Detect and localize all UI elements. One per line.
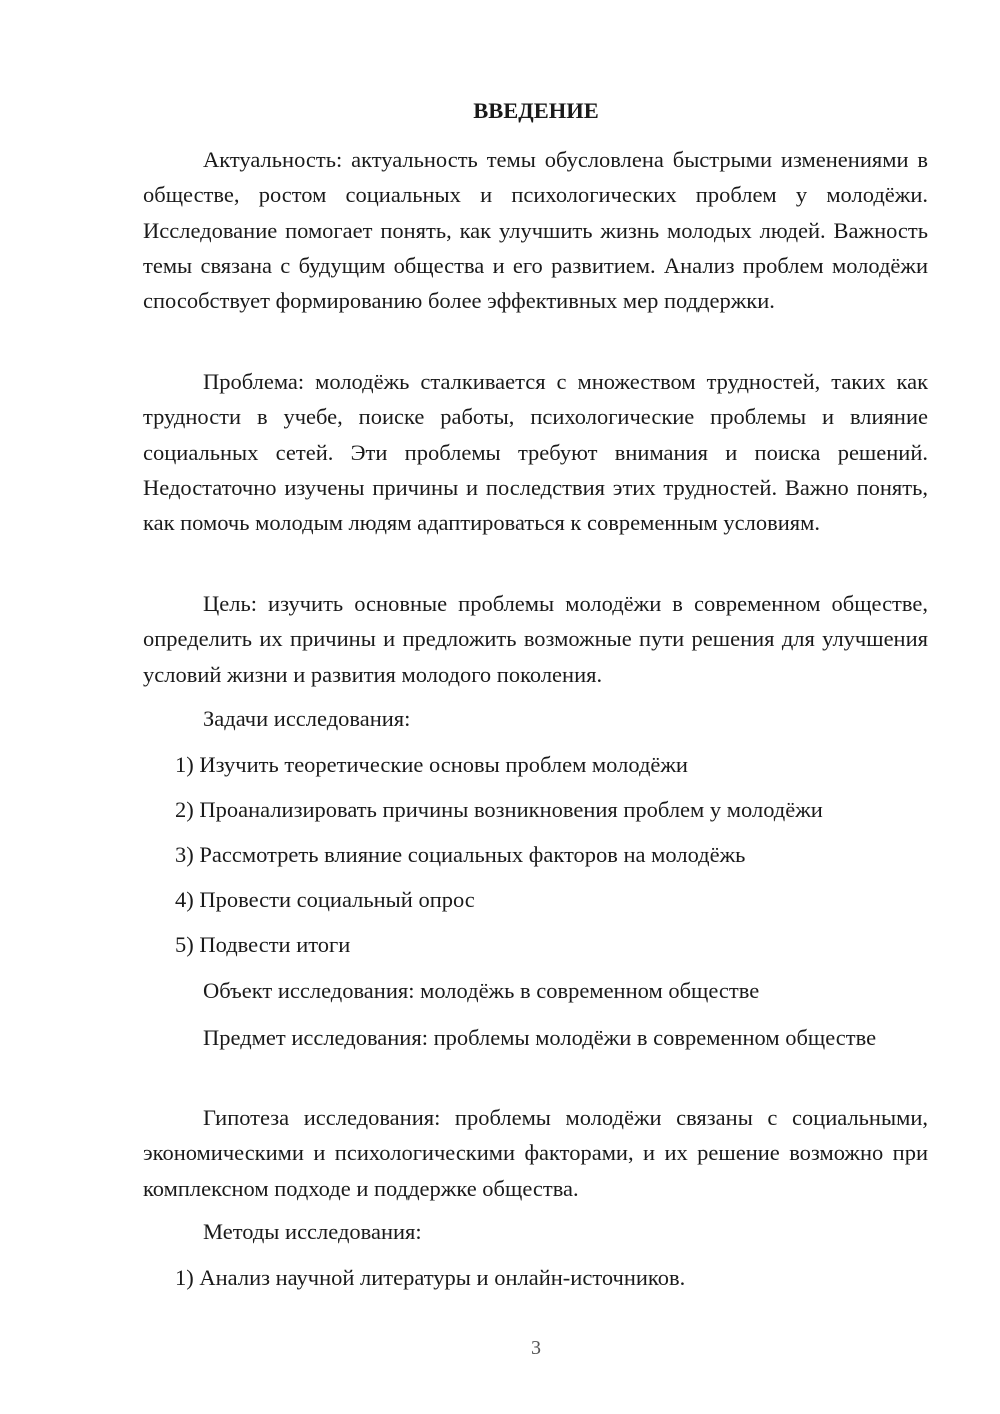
problem-paragraph: Проблема: молодёжь сталкивается с множеством трудностей, таких как трудности в учебе, поиске работы, психологические проблемы и влияние социальных сетей. Эти проблемы требуют внимания и поиска решений. Недостаточно изучены причины и последствия этих трудностей. Важно понять, как помочь молодым людям адаптироваться к современным условиям. (143, 369, 928, 536)
tasks-heading: Задачи исследования: (203, 706, 411, 731)
page-number: 3 (531, 1337, 541, 1359)
task-item: 4) Провести социальный опрос (175, 887, 475, 912)
page-title: ВВЕДЕНИЕ (473, 98, 599, 123)
method-item: 1) Анализ научной литературы и онлайн-источников. (175, 1265, 686, 1290)
task-item: 2) Проанализировать причины возникновения проблем у молодёжи (175, 797, 823, 822)
task-item: 5) Подвести итоги (175, 932, 351, 957)
subject-paragraph: Предмет исследования: проблемы молодёжи в современном обществе (203, 1025, 877, 1050)
methods-heading: Методы исследования: (203, 1219, 422, 1244)
relevance-paragraph: Актуальность: актуальность темы обусловлена быстрыми изменениями в обществе, ростом социальных и психологических проблем у молодёжи. Исследование помогает понять, как улучшить жизнь молодых людей. Важность темы связана с будущим общества и его развитием. Анализ проблем молодёжи способствует формированию более эффективных мер поддержки. (143, 147, 928, 314)
object-line: Объект исследования: молодёжь в современном обществе (203, 978, 760, 1003)
task-item: 3) Рассмотреть влияние социальных факторов на молодёжь (175, 842, 746, 867)
goal-paragraph: Цель: изучить основные проблемы молодёжи в современном обществе, определить их причины и предложить возможные пути решения для улучшения условий жизни и развития молодого поколения. (143, 591, 928, 687)
task-item: 1) Изучить теоретические основы проблем молодёжи (175, 752, 688, 777)
hypothesis-paragraph: Гипотеза исследования: проблемы молодёжи связаны с социальными, экономическими и психологическими факторами, и их решение возможно при комплексном подходе и поддержке общества. (143, 1105, 928, 1201)
